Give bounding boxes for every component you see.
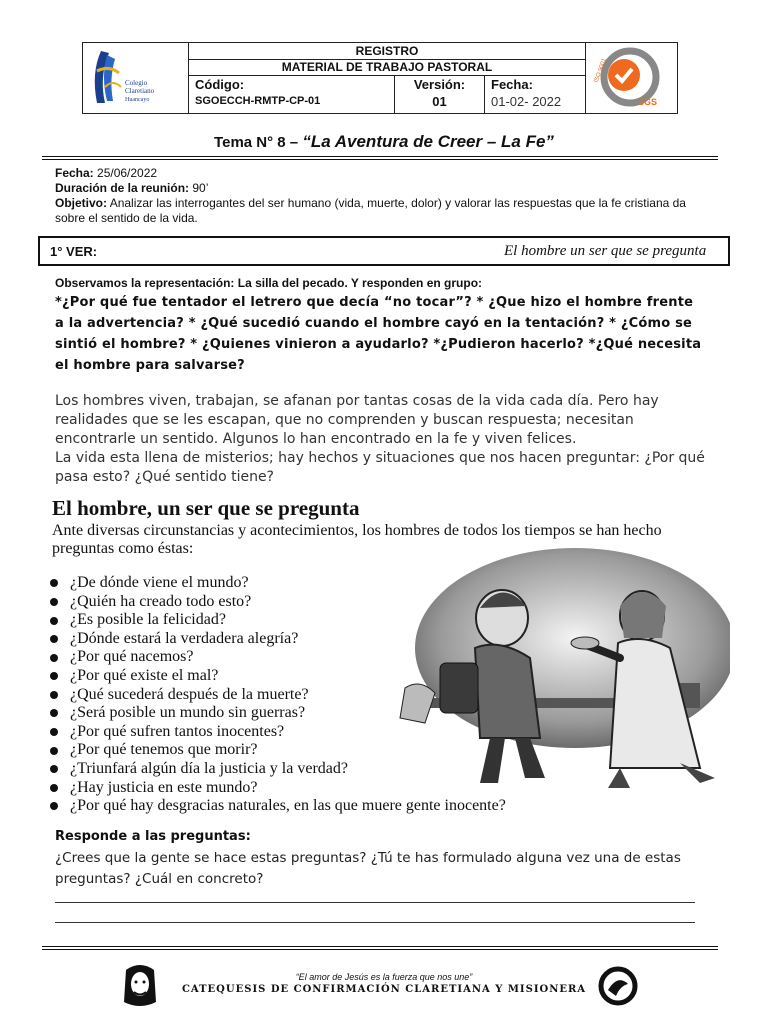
list-item: ¿Por qué nacemos? — [50, 648, 610, 667]
codigo-label: Código: — [195, 77, 245, 92]
material-title: MATERIAL DE TRABAJO PASTORAL — [189, 60, 585, 76]
fecha-value: 01-02- 2022 — [491, 94, 562, 109]
list-item: ¿De dónde viene el mundo? — [50, 574, 610, 593]
response-heading: Responde a las preguntas: — [55, 829, 251, 844]
school-logo — [83, 43, 189, 113]
book-section-title: El hombre, un ser que se pregunta — [52, 496, 360, 520]
response-prompt: ¿Crees que la gente se hace estas preguntas? ¿Tú te has formulado alguna vez una de estas preguntas? ¿Cuál en concreto? — [55, 850, 681, 887]
list-item: ¿Por qué hay desgracias naturales, en las que muere gente inocente? — [50, 797, 610, 816]
objetivo-label: Objetivo: — [55, 196, 108, 210]
objetivo-value: Analizar las interrogantes del ser humano (vida, muerte, dolor) y valorar las respuestas que la fe cristiana da sobre el sentido de la vida. — [55, 196, 686, 225]
dove-emblem-logo — [598, 966, 638, 1006]
document-header — [82, 42, 678, 114]
iso-label: ISO 9001 — [593, 57, 608, 84]
fecha-label: Fecha: — [491, 77, 533, 92]
group-questions: *¿Por qué fue tentador el letrero que decía “no tocar”? * ¿Que hizo el hombre frente a la advertencia? * ¿Qué sucedió cuando el hombre cayó en la tentación? * ¿Cómo se sintió el hombre? * ¿Quienes vinieron a ayudarlo? *¿Pudieron hacerlo? *¿Qué necesita el hombre para salvarse? — [55, 295, 702, 373]
school-name-line2: Claretiano — [125, 87, 155, 95]
list-item: ¿Dónde estará la verdadera alegría? — [50, 630, 610, 649]
duracion-value: 90’ — [189, 181, 209, 195]
lesson-name: “La Aventura de Creer – La Fe” — [302, 132, 554, 151]
list-item: ¿Hay justicia en este mundo? — [50, 779, 610, 798]
paragraph-1: Los hombres viven, trabajan, se afanan por tantas cosas de la vida cada día. Pero hay realidades que se les escapan, que no comprenden y buscan respuesta; necesitan encontrarle un sentido. Algunos lo han encontrado en la fe y viven felices. — [55, 393, 659, 447]
observation-instruction: Observamos la representación: La silla del pecado. Y responden en grupo: — [55, 276, 483, 290]
list-item: ¿Quién ha creado todo esto? — [50, 593, 610, 612]
registro-title: REGISTRO — [189, 43, 585, 60]
answer-line-1[interactable] — [55, 902, 695, 903]
response-section — [55, 828, 715, 890]
list-item: ¿Por qué sufren tantos inocentes? — [50, 723, 610, 742]
school-name-line1: Colegio — [125, 79, 148, 87]
lesson-title — [0, 132, 768, 152]
divider — [42, 156, 718, 160]
answer-line-2[interactable] — [55, 922, 695, 923]
version-label: Versión: — [413, 77, 466, 92]
illustration-jesus-helping-man — [380, 548, 730, 798]
sgs-label: SGS — [638, 97, 658, 107]
paragraph-2: La vida esta llena de misterios; hay hechos y situaciones que nos hacen preguntar: ¿Por qué pasa esto? ¿Qué sentido tiene? — [55, 450, 705, 485]
list-item: ¿Por qué tenemos que morir? — [50, 741, 610, 760]
list-item: ¿Es posible la felicidad? — [50, 611, 610, 630]
footer-divider — [42, 946, 718, 950]
footer-title: CATEQUESIS DE CONFIRMACIÓN CLARETIANA Y MISIONERA — [181, 984, 587, 995]
ver-label: 1° VER: — [50, 244, 98, 259]
fecha-reunion-label: Fecha: — [55, 166, 94, 180]
list-item: ¿Triunfará algún día la justicia y la verdad? — [50, 760, 610, 779]
reflection-paragraph — [55, 392, 710, 487]
book-section-intro: Ante diversas circunstancias y acontecimientos, los hombres de todos los tiempos se han hecho preguntas como éstas: — [52, 522, 662, 557]
school-name-line3: Huancayo — [125, 97, 150, 103]
ver-subtitle: El hombre un ser que se pregunta — [504, 243, 707, 259]
version-value: 01 — [432, 94, 447, 109]
footer-quote: “El amor de Jesús es la fuerza que nos une” — [295, 972, 473, 982]
list-item: ¿Por qué existe el mal? — [50, 667, 610, 686]
list-item: ¿Qué sucederá después de la muerte? — [50, 686, 610, 705]
list-item: ¿Será posible un mundo sin guerras? — [50, 704, 610, 723]
ver-section-header — [38, 236, 730, 266]
duracion-label: Duración de la reunión: — [55, 181, 190, 195]
meeting-info — [55, 166, 695, 226]
lesson-number: Tema N° 8 – — [214, 134, 303, 151]
fecha-reunion-value: 25/06/2022 — [93, 166, 158, 180]
codigo-value: SGOECCH-RMTP-CP-01 — [195, 95, 321, 107]
sgs-certification-logo — [585, 43, 677, 113]
